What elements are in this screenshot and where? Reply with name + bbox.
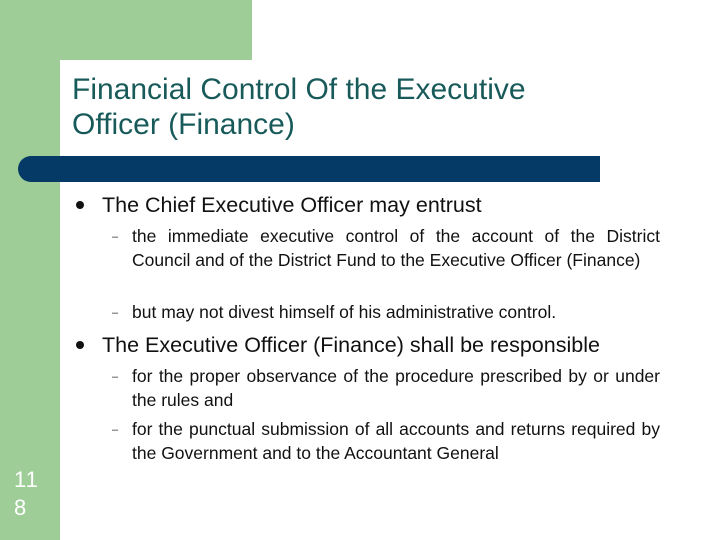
bullet-2-text: The Executive Officer (Finance) shall be responsible (102, 333, 600, 357)
sub-bullet-1-2: but may not divest himself of his administrative control. (132, 302, 557, 322)
dash-icon: – (112, 307, 119, 319)
bullet-dot-icon (76, 341, 84, 349)
slide-title (72, 72, 692, 142)
green-corner-band (0, 0, 252, 60)
sub-bullet-1-1: the immediate executive control of the account of the District Council and of the District Fund to the Executive Officer (Finance) (132, 226, 660, 270)
slide-number (14, 466, 54, 522)
sub-bullet-2-1: for the proper observance of the procedure prescribed by or under the rules and (132, 366, 660, 410)
green-sidebar-band (0, 0, 60, 540)
dash-icon: – (112, 231, 119, 243)
slide-number-line-2: 8 (14, 495, 28, 520)
sub-bullet-2-2: for the punctual submission of all accounts and returns required by the Government and to the Accountant General (132, 419, 660, 463)
dash-icon: – (112, 371, 119, 383)
bullet-1-text: The Chief Executive Officer may entrust (102, 193, 482, 217)
title-divider-bar (18, 156, 600, 182)
bullet-dot-icon (76, 201, 84, 209)
title-line-1: Financial Control Of the Executive (72, 73, 526, 106)
slide-number-line-1: 11 (14, 467, 39, 492)
title-line-2: Officer (Finance) (72, 108, 295, 141)
dash-icon: – (112, 424, 119, 436)
